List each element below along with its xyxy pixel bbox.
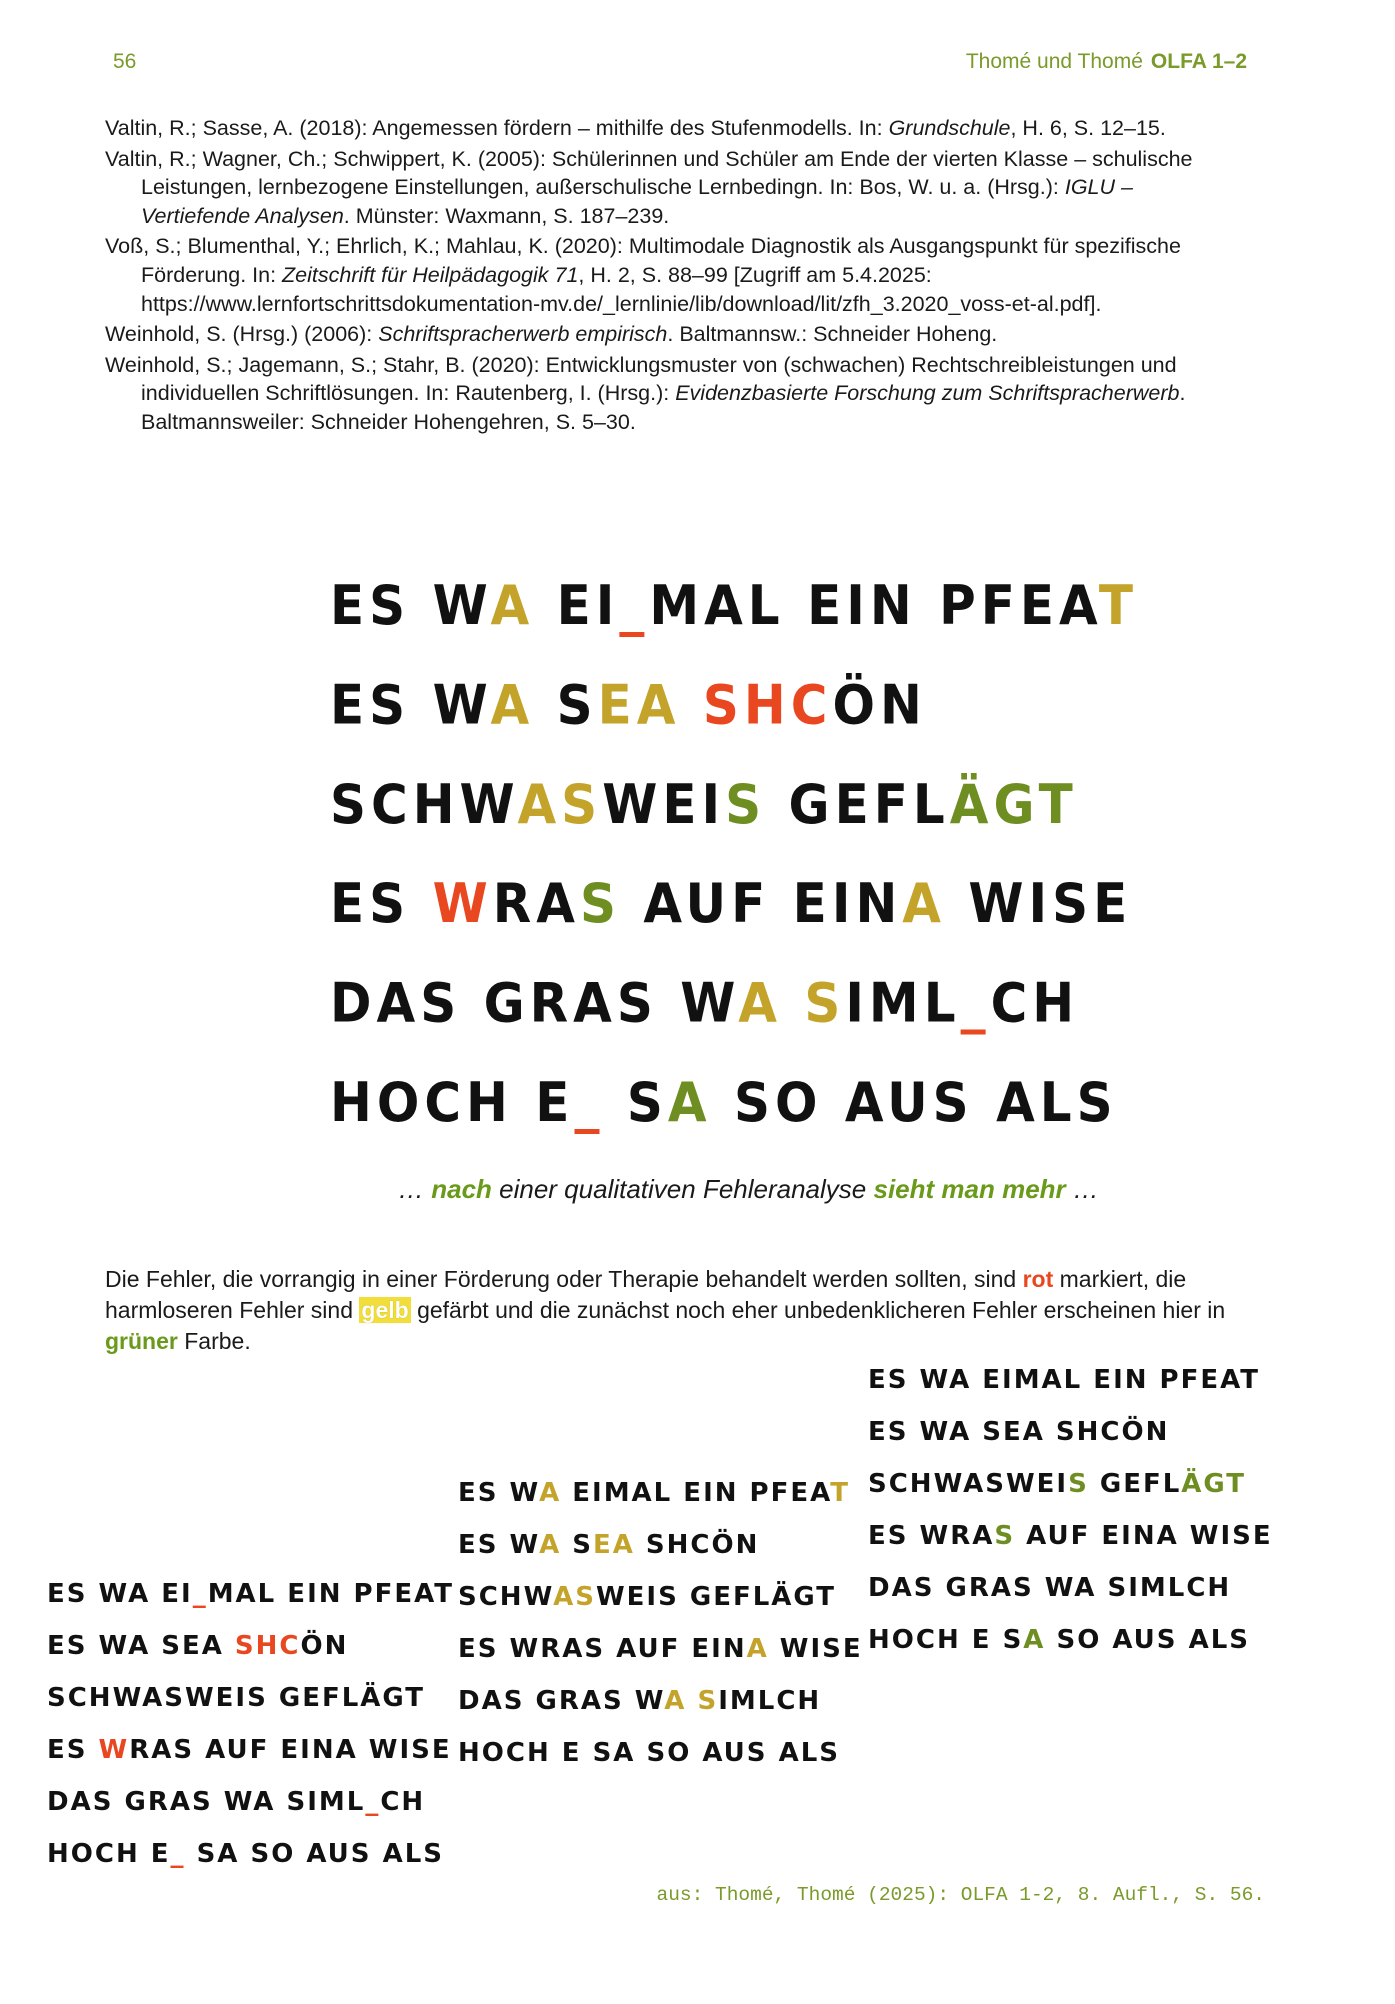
handwriting-segment: A: [667, 1071, 712, 1134]
handwriting-segment: ES W: [47, 1631, 129, 1661]
reference-entry: Valtin, R.; Wagner, Ch.; Schwippert, K. (2005): Schülerinnen und Schüler am Ende der vierten Klasse – schulische Leistungen, lernbezogene Einstellungen, außerschulische Lernbedingn. In: Bos, W. u. a. (Hrsg.): IGLU – Vertiefende Analysen. Münster: Waxmann, S. 187–239.: [105, 146, 1193, 228]
handwriting-segment: A: [1023, 1625, 1046, 1655]
handwriting-segment: EA: [181, 1631, 224, 1661]
text-segment: nach: [431, 1174, 492, 1204]
handwriting-segment: IML: [307, 1787, 366, 1817]
handwriting-segment: ÖN: [300, 1631, 349, 1661]
text-segment: gefärbt und die zunächst noch eher unbedenklicheren Fehler erscheinen hier in: [410, 1297, 1226, 1323]
handwriting-segment: S: [534, 673, 598, 737]
handwriting-segment: [782, 972, 804, 1035]
handwriting-segment: [1045, 1417, 1056, 1447]
handwriting-segment: SCHW: [330, 773, 518, 836]
handwriting-segment: ÄGT: [771, 1582, 837, 1612]
handwriting-segment: [47, 1620, 454, 1672]
handwriting-segment: EI: [561, 1478, 604, 1508]
handwriting-segment: WEI: [595, 1582, 659, 1612]
handwriting-segment: A: [217, 1839, 240, 1869]
handwriting-segment: WEI: [184, 1683, 248, 1713]
handwriting-line: [330, 655, 1138, 754]
handwriting-segment: S: [725, 773, 767, 836]
handwriting-segment: S: [994, 1521, 1016, 1551]
handwriting-segment: EI: [150, 1579, 193, 1609]
handwriting-line: [330, 953, 1138, 1052]
handwriting-segment: T: [1098, 574, 1138, 637]
handwriting-segment: HOCH E: [47, 1839, 171, 1869]
handwriting-segment: [868, 1562, 1273, 1614]
handwriting-segment: SO AUS ALS: [1045, 1625, 1250, 1655]
handwriting-segment: W: [98, 1735, 130, 1765]
handwriting-segment: MAL EIN PFEA: [603, 1478, 831, 1508]
handwriting-segment: ES: [47, 1735, 99, 1765]
handwriting-segment: EA: [592, 1530, 635, 1560]
handwriting-segment: EI: [534, 574, 620, 637]
handwriting-segment: IML: [718, 1686, 777, 1716]
handwriting-segment: A: [949, 1365, 972, 1395]
handwriting-segment: WISE: [768, 1634, 863, 1664]
handwriting-segment: W: [432, 872, 493, 936]
text-segment: Farbe.: [177, 1328, 251, 1354]
handwriting-line: [330, 556, 1138, 655]
handwriting-segment: A: [253, 1787, 276, 1817]
handwriting-segment: _: [960, 971, 991, 1035]
text-segment: markiert, die harmloseren Fehler sind: [105, 1266, 1187, 1323]
handwriting-segment: [47, 1672, 454, 1724]
text-segment: Die Fehler, die vorrangig in einer Förderung oder Therapie behandelt werden sollten, sind: [105, 1266, 1023, 1292]
handwriting-segment: SO AUS ALS: [239, 1839, 444, 1869]
handwriting-segment: SHC: [1055, 1417, 1122, 1447]
handwriting-segment: ES W: [47, 1579, 129, 1609]
handwriting-segment: WISE: [946, 872, 1133, 936]
handwriting-segment: ES W: [868, 1417, 950, 1447]
handwriting-segment: _: [192, 1579, 208, 1609]
handwriting-sample-annotated: [330, 556, 1138, 1152]
handwriting-segment: [458, 1675, 863, 1727]
handwriting-segment: [47, 1724, 454, 1776]
handwriting-segment: DAS GRAS W: [458, 1686, 665, 1716]
handwriting-segment: DAS GRAS W: [47, 1787, 254, 1817]
handwriting-segment: ÄGT: [949, 773, 1078, 836]
header-authors: Thomé und Thomé: [965, 50, 1143, 73]
handwriting-segment: RA: [540, 1634, 585, 1664]
handwriting-segment: [868, 1510, 1273, 1562]
handwriting-segment: S: [697, 1686, 719, 1716]
handwriting-segment: ÄGT: [360, 1683, 426, 1713]
handwriting-segment: A: [1074, 1573, 1097, 1603]
handwriting-segment: ES W: [330, 574, 491, 637]
handwriting-segment: WISE: [1178, 1521, 1273, 1551]
handwriting-segment: SCHW: [458, 1582, 554, 1612]
handwriting-segment: [47, 1568, 454, 1620]
handwriting-segment: A: [539, 1478, 562, 1508]
handwriting-sample-green: [868, 1354, 1273, 1666]
text-segment: …: [398, 1174, 432, 1204]
handwriting-segment: AUF EIN: [620, 872, 903, 936]
reference-entry: Weinhold, S.; Jagemann, S.; Stahr, B. (2020): Entwicklungsmuster von (schwachen) Rechtschreibleistungen und individuellen Schriftlösungen. In: Rautenberg, I. (Hrsg.): Evidenzbasierte Forschung zum Schriftspracherwerb. Baltmannsweiler: Schneider Hohengehren, S. 5–30.: [105, 352, 1186, 434]
handwriting-segment: W: [509, 1634, 541, 1664]
handwriting-segment: AS: [553, 1582, 596, 1612]
handwriting-segment: WISE: [357, 1735, 452, 1765]
handwriting-segment: [868, 1406, 1273, 1458]
handwriting-segment: A: [539, 1530, 562, 1560]
handwriting-segment: A: [490, 574, 535, 637]
handwriting-segment: MAL EIN PFEA: [1013, 1365, 1241, 1395]
handwriting-segment: ES W: [868, 1365, 950, 1395]
handwriting-segment: [458, 1467, 863, 1519]
handwriting-segment: GEFL: [267, 1683, 361, 1713]
handwriting-segment: A: [746, 1634, 769, 1664]
handwriting-segment: S: [658, 1582, 679, 1612]
handwriting-segment: EA: [1002, 1417, 1045, 1447]
handwriting-segment: [47, 1776, 454, 1828]
handwriting-segment: S: [584, 1634, 606, 1664]
handwriting-sample-red: [47, 1568, 454, 1880]
handwriting-segment: ÖN: [711, 1530, 760, 1560]
handwriting-segment: T: [434, 1579, 454, 1609]
handwriting-segment: ÖN: [832, 673, 927, 737]
handwriting-line: [330, 1053, 1138, 1152]
handwriting-segment: S: [150, 1631, 182, 1661]
handwriting-sample-yellow: [458, 1467, 863, 1779]
handwriting-segment: WEI: [1005, 1469, 1069, 1499]
handwriting-segment: _: [619, 574, 650, 637]
handwriting-segment: _: [574, 1071, 605, 1134]
text-segment: grüner: [105, 1328, 178, 1354]
text-segment: gelb: [361, 1297, 409, 1323]
reference-entry: Voß, S.; Blumenthal, Y.; Ehrlich, K.; Mahlau, K. (2020): Multimodale Diagnostik als Ausgangspunkt für spezifische Förderung. In: Zeitschrift für Heilpädagogik 71, H. 2, S. 88–99 [Zugriff am 5.4.2025: https://www.lernfortschrittsdokumentation-mv.de/_lernlinie/lib/download/lit/zfh_3.2020_voss-et-al.pdf].: [105, 234, 1181, 316]
handwriting-segment: T: [830, 1478, 850, 1508]
page-number: 56: [113, 50, 137, 73]
handwriting-segment: [680, 674, 702, 737]
handwriting-segment: GEFL: [766, 773, 950, 836]
handwriting-line: [330, 755, 1138, 854]
source-credit: aus: Thomé, Thomé (2025): OLFA 1-2, 8. Aufl., S. 56.: [656, 1884, 1265, 1906]
handwriting-segment: CH: [1186, 1573, 1232, 1603]
handwriting-segment: A: [949, 1417, 972, 1447]
handwriting-segment: [458, 1519, 863, 1571]
handwriting-segment: S: [581, 1738, 614, 1768]
handwriting-segment: S: [804, 971, 846, 1035]
handwriting-segment: S: [579, 872, 621, 936]
handwriting-segment: A: [738, 971, 782, 1035]
explanation-paragraph: [105, 1264, 1235, 1357]
figure-caption: [398, 1174, 1099, 1205]
handwriting-segment: S: [286, 1787, 308, 1817]
handwriting-segment: [47, 1828, 454, 1880]
handwriting-segment: [224, 1631, 235, 1661]
handwriting-segment: CH: [990, 971, 1080, 1035]
handwriting-segment: AUF EIN: [1015, 1521, 1157, 1551]
handwriting-segment: ÄGT: [1181, 1469, 1247, 1499]
handwriting-segment: S: [1068, 1469, 1089, 1499]
handwriting-segment: SCHW: [47, 1683, 143, 1713]
handwriting-segment: A: [335, 1735, 358, 1765]
handwriting-segment: S: [173, 1735, 195, 1765]
handwriting-segment: ES: [868, 1521, 920, 1551]
handwriting-segment: A: [490, 673, 535, 737]
handwriting-segment: [458, 1727, 863, 1779]
handwriting-segment: A: [128, 1579, 151, 1609]
handwriting-segment: S: [991, 1625, 1024, 1655]
handwriting-segment: AUF EIN: [605, 1634, 747, 1664]
handwriting-segment: AS: [142, 1683, 185, 1713]
reference-list: [105, 114, 1235, 439]
handwriting-segment: [686, 1686, 697, 1716]
handwriting-segment: SHC: [702, 673, 833, 737]
handwriting-segment: [868, 1458, 1273, 1510]
handwriting-segment: ES W: [458, 1478, 540, 1508]
handwriting-segment: S: [971, 1417, 1003, 1447]
handwriting-segment: S: [604, 1071, 668, 1134]
handwriting-segment: SO AUS ALS: [711, 1071, 1118, 1134]
handwriting-segment: ÖN: [1121, 1417, 1170, 1447]
handwriting-segment: [275, 1787, 286, 1817]
handwriting-segment: RA: [950, 1521, 995, 1551]
handwriting-segment: [458, 1623, 863, 1675]
handwriting-segment: AUF EIN: [194, 1735, 336, 1765]
handwriting-segment: MAL EIN PFEA: [649, 574, 1099, 637]
header-book: OLFA 1–2: [1150, 50, 1247, 73]
handwriting-segment: IML: [845, 971, 961, 1035]
handwriting-segment: W: [919, 1521, 951, 1551]
handwriting-segment: HOCH E: [330, 1071, 575, 1134]
handwriting-segment: EA: [597, 673, 681, 737]
handwriting-segment: ES W: [458, 1530, 540, 1560]
handwriting-segment: ES: [458, 1634, 510, 1664]
handwriting-line: [330, 854, 1138, 953]
text-segment: einer qualitativen Fehleranalyse: [491, 1174, 874, 1204]
text-segment: …: [1065, 1174, 1099, 1204]
handwriting-segment: CH: [380, 1787, 426, 1817]
handwriting-segment: [868, 1354, 1273, 1406]
text-segment: rot: [1022, 1266, 1054, 1292]
handwriting-segment: T: [1240, 1365, 1260, 1395]
handwriting-segment: SCHW: [868, 1469, 964, 1499]
handwriting-segment: S: [185, 1839, 218, 1869]
handwriting-segment: S: [561, 1530, 593, 1560]
handwriting-segment: SHC: [234, 1631, 301, 1661]
handwriting-segment: RA: [129, 1735, 174, 1765]
handwriting-segment: S: [247, 1683, 268, 1713]
handwriting-segment: EI: [971, 1365, 1014, 1395]
handwriting-segment: GEFL: [678, 1582, 772, 1612]
handwriting-segment: MAL EIN PFEA: [207, 1579, 435, 1609]
handwriting-segment: SHC: [645, 1530, 712, 1560]
reference-entry: Weinhold, S. (Hrsg.) (2006): Schriftspracherwerb empirisch. Baltmannsw.: Schneider Hoheng.: [105, 322, 998, 347]
handwriting-segment: _: [170, 1839, 186, 1869]
handwriting-segment: A: [128, 1631, 151, 1661]
handwriting-segment: AS: [963, 1469, 1006, 1499]
handwriting-segment: A: [664, 1686, 687, 1716]
handwriting-segment: ES: [330, 872, 433, 936]
text-segment: sieht man mehr: [873, 1174, 1066, 1204]
reference-entry: Valtin, R.; Sasse, A. (2018): Angemessen fördern – mithilfe des Stufenmodells. In: Grundschule, H. 6, S. 12–15.: [105, 116, 1166, 140]
handwriting-segment: [458, 1571, 863, 1623]
handwriting-segment: SO AUS ALS: [635, 1738, 840, 1768]
handwriting-segment: GEFL: [1088, 1469, 1182, 1499]
handwriting-segment: _: [365, 1787, 381, 1817]
handwriting-segment: WEI: [602, 773, 726, 836]
handwriting-segment: CH: [776, 1686, 822, 1716]
handwriting-segment: ES W: [330, 673, 491, 737]
handwriting-segment: [635, 1530, 646, 1560]
handwriting-segment: DAS GRAS W: [330, 971, 739, 1035]
handwriting-segment: RA: [492, 872, 580, 936]
running-header: [966, 50, 1247, 74]
handwriting-segment: A: [613, 1738, 636, 1768]
handwriting-segment: [868, 1614, 1273, 1666]
handwriting-segment: AS: [517, 773, 603, 836]
handwriting-segment: HOCH E: [458, 1738, 582, 1768]
handwriting-segment: S: [1107, 1573, 1129, 1603]
handwriting-segment: DAS GRAS W: [868, 1573, 1075, 1603]
handwriting-segment: A: [1156, 1521, 1179, 1551]
handwriting-segment: A: [902, 872, 946, 936]
handwriting-segment: HOCH E: [868, 1625, 992, 1655]
handwriting-segment: IML: [1128, 1573, 1187, 1603]
handwriting-segment: [1096, 1573, 1107, 1603]
